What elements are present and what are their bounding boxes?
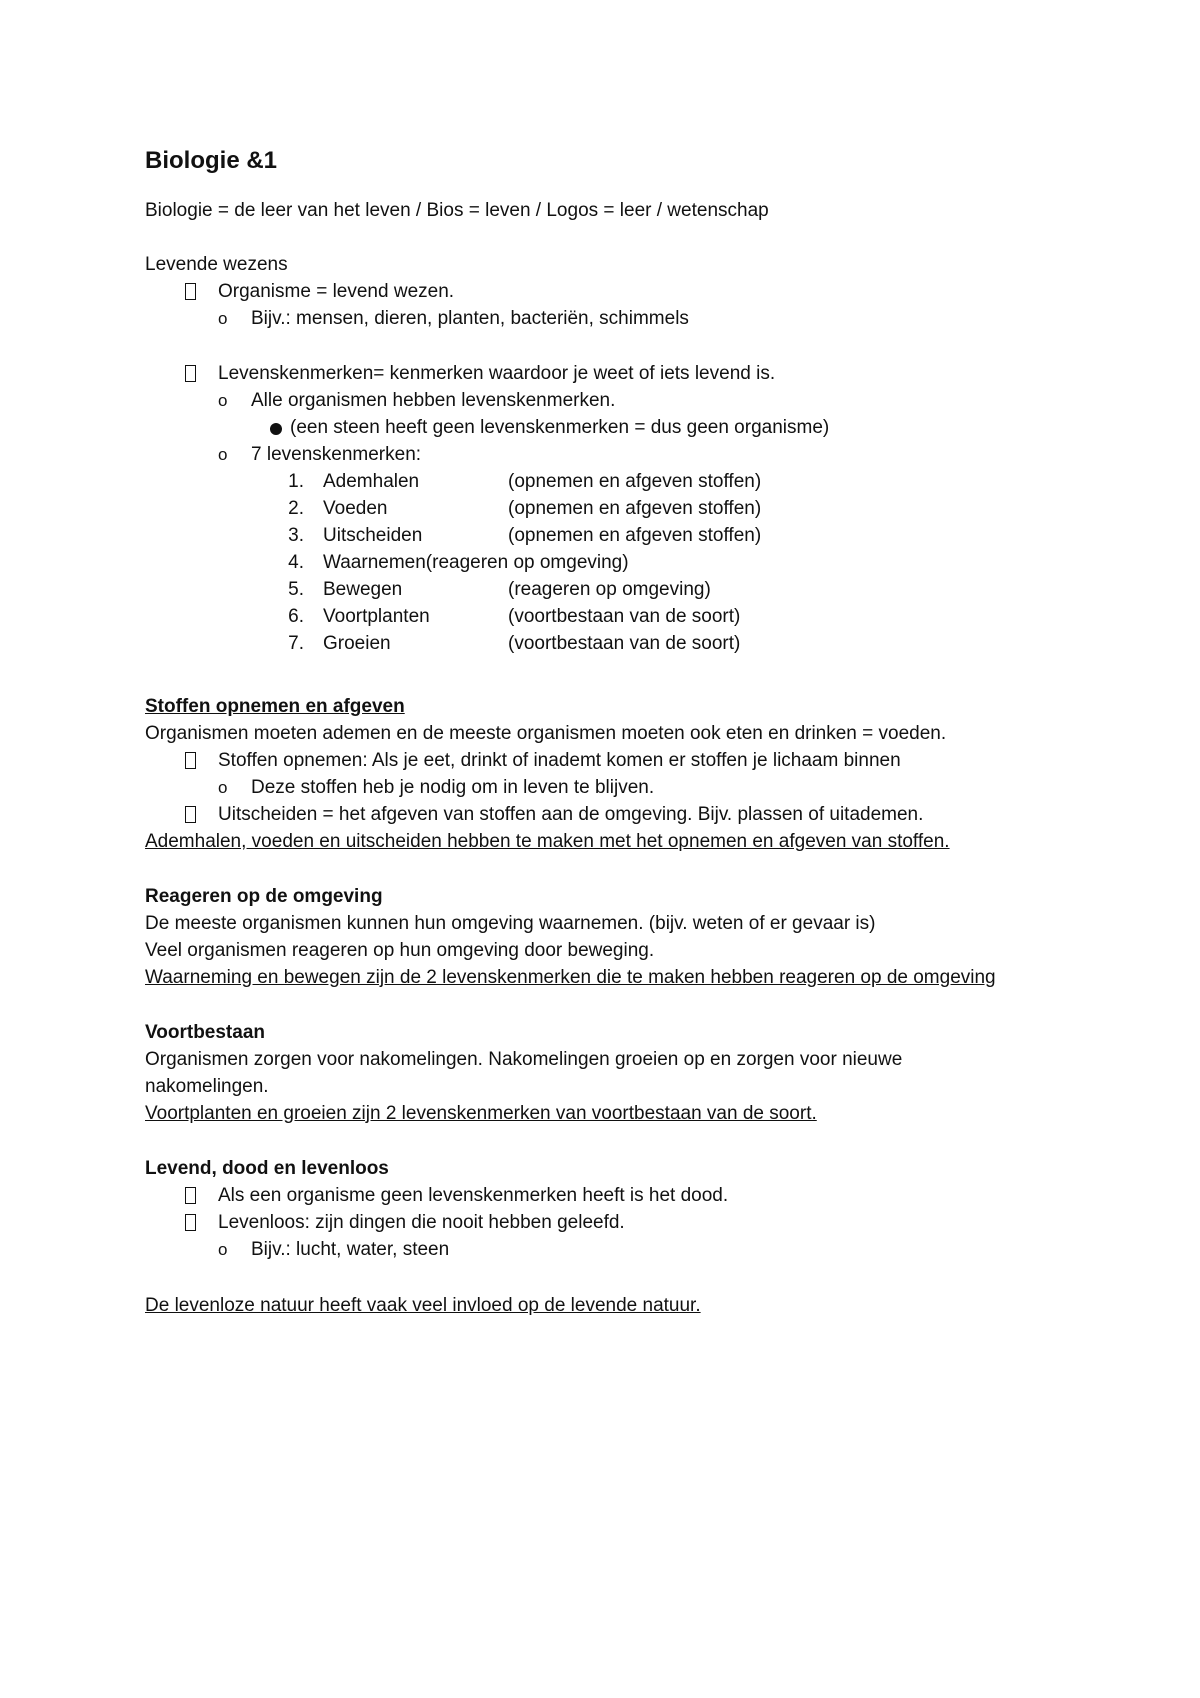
square-bullet-icon: [185, 806, 196, 823]
list-item-note: (opnemen en afgeven stoffen): [508, 498, 762, 519]
list-item-note: (reageren op omgeving): [508, 579, 711, 600]
list-number: 2.: [288, 498, 304, 519]
bullet-text: (een steen heeft geen levenskenmerken = dus geen organisme): [290, 417, 830, 438]
list-item-note: (opnemen en afgeven stoffen): [508, 525, 762, 546]
document-title: Biologie &1: [145, 147, 278, 174]
bullet-text: 7 levenskenmerken:: [251, 444, 422, 465]
circle-bullet-icon: o: [218, 309, 228, 328]
filled-circle-bullet-icon: [270, 423, 282, 435]
section-heading-reageren: Reageren op de omgeving: [145, 886, 383, 907]
stoffen-summary: Ademhalen, voeden en uitscheiden hebben te maken met het opnemen en afgeven van stoffen.: [145, 831, 950, 852]
stoffen-paragraph: Organismen moeten ademen en de meeste organismen moeten ook eten en drinken = voeden.: [145, 723, 947, 744]
bullet-text: Alle organismen hebben levenskenmerken.: [251, 390, 616, 411]
list-number: 5.: [288, 579, 304, 600]
square-bullet-icon: [185, 752, 196, 769]
voortbestaan-summary: Voortplanten en groeien zijn 2 levenskenmerken van voortbestaan van de soort.: [145, 1103, 817, 1124]
bullet-text: Organisme = levend wezen.: [218, 281, 455, 302]
list-item-name: Groeien: [323, 633, 391, 654]
bullet-text: Levenloos: zijn dingen die nooit hebben geleefd.: [218, 1212, 625, 1233]
list-number: 4.: [288, 552, 304, 573]
closing-statement: De levenloze natuur heeft vaak veel invloed op de levende natuur.: [145, 1295, 701, 1316]
circle-bullet-icon: o: [218, 778, 228, 797]
list-item-note: (voortbestaan van de soort): [508, 606, 741, 627]
list-number: 1.: [288, 471, 304, 492]
circle-bullet-icon: o: [218, 1240, 228, 1259]
bullet-text: Bijv.: mensen, dieren, planten, bacteriën, schimmels: [251, 308, 689, 329]
square-bullet-icon: [185, 1214, 196, 1231]
bullet-text: Als een organisme geen levenskenmerken heeft is het dood.: [218, 1185, 729, 1206]
list-number: 3.: [288, 525, 304, 546]
voortbestaan-paragraph-line-2: nakomelingen.: [145, 1076, 269, 1097]
circle-bullet-icon: o: [218, 445, 228, 464]
voortbestaan-paragraph-line-1: Organismen zorgen voor nakomelingen. Nakomelingen groeien op en zorgen voor nieuwe: [145, 1049, 903, 1070]
bullet-text: Bijv.: lucht, water, steen: [251, 1239, 450, 1260]
section-heading-voortbestaan: Voortbestaan: [145, 1022, 266, 1043]
list-number: 7.: [288, 633, 304, 654]
bullet-text: Levenskenmerken= kenmerken waardoor je weet of iets levend is.: [218, 363, 776, 384]
reageren-summary: Waarneming en bewegen zijn de 2 levenskenmerken die te maken hebben reageren op de omgeving: [145, 967, 996, 988]
circle-bullet-icon: o: [218, 391, 228, 410]
section-heading-levend-dood: Levend, dood en levenloos: [145, 1158, 389, 1179]
definition-text: Biologie = de leer van het leven / Bios = leven / Logos = leer / wetenschap: [145, 200, 769, 221]
bullet-text: Uitscheiden = het afgeven van stoffen aan de omgeving. Bijv. plassen of uitademen.: [218, 804, 924, 825]
list-item-name: Uitscheiden: [323, 525, 423, 546]
list-item-name: Ademhalen: [323, 471, 420, 492]
square-bullet-icon: [185, 283, 196, 300]
list-item-name: Bewegen: [323, 579, 403, 600]
reageren-paragraph-1: De meeste organismen kunnen hun omgeving waarnemen. (bijv. weten of er gevaar is): [145, 913, 876, 934]
list-item-note: (voortbestaan van de soort): [508, 633, 741, 654]
bullet-text: Deze stoffen heb je nodig om in leven te blijven.: [251, 777, 655, 798]
list-item-name: Voeden: [323, 498, 388, 519]
section-heading-levende-wezens: Levende wezens: [145, 254, 288, 275]
list-item-name: Waarnemen(reageren op omgeving): [323, 552, 629, 573]
square-bullet-icon: [185, 365, 196, 382]
list-item-name: Voortplanten: [323, 606, 430, 627]
section-heading-stoffen: Stoffen opnemen en afgeven: [145, 696, 405, 717]
reageren-paragraph-2: Veel organismen reageren op hun omgeving door beweging.: [145, 940, 655, 961]
bullet-text: Stoffen opnemen: Als je eet, drinkt of inademt komen er stoffen je lichaam binnen: [218, 750, 901, 771]
square-bullet-icon: [185, 1187, 196, 1204]
list-item-note: (opnemen en afgeven stoffen): [508, 471, 762, 492]
list-number: 6.: [288, 606, 304, 627]
